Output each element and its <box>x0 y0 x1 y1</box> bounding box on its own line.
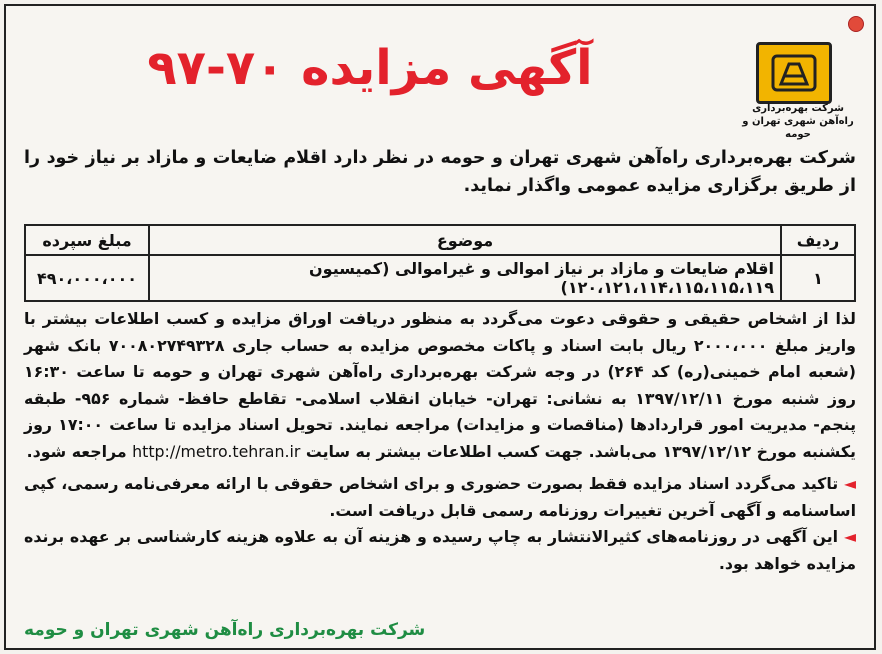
table-row <box>25 255 855 301</box>
notice-page <box>4 4 876 650</box>
footer-signature: شرکت بهره‌برداری راه‌آهن شهری تهران و حومه <box>24 620 426 640</box>
header <box>26 34 854 144</box>
col-header-subject: موضوع <box>149 225 781 255</box>
items-table <box>24 224 856 302</box>
pin-icon <box>848 16 864 32</box>
body-paragraph <box>24 306 856 577</box>
note-2 <box>24 524 856 577</box>
cell-subject: اقلام ضایعات و مازاد بر نیاز اموالی و غیراموالی (کمیسیون ۱۲۰،۱۲۱،۱۱۴،۱۱۵،۱۱۵،۱۱۹) <box>149 255 781 301</box>
logo-line-1: شرکت بهره‌برداری <box>752 103 844 114</box>
website-link[interactable]: http://metro.tehran.ir <box>132 441 301 461</box>
cell-row-number: ۱ <box>781 255 855 301</box>
notice-title: آگهی مزایده ۷۰-۹۷ <box>147 40 593 96</box>
note-2-text: این آگهی در روزنامه‌های کثیرالانتشار به چاپ رسیده و هزینه آن به علاوه هزینه کارشناسی بر عهده برنده مزایده خواهد بود. <box>24 527 856 573</box>
col-header-row-number: ردیف <box>781 225 855 255</box>
company-logo-text <box>742 102 854 141</box>
logo-line-2: راه‌آهن شهری تهران و حومه <box>742 116 854 140</box>
intro-paragraph: شرکت بهره‌برداری راه‌آهن شهری تهران و حومه در نظر دارد اقلام ضایعات و مازاد بر نیاز خود را از طریق برگزاری مزایده عمومی واگذار نماید. <box>24 148 856 196</box>
bullet-icon: ◄ <box>843 527 857 546</box>
bullet-icon: ◄ <box>843 474 857 493</box>
body-tail: مراجعه شود. <box>26 441 127 461</box>
note-1-text: تاکید می‌گردد اسناد مزایده فقط بصورت حضوری و برای اشخاص حقوقی با ارائه معرفی‌نامه رسمی، کپی اساسنامه و آگهی آخرین تغییرات روزنامه رسمی قابل دریافت است. <box>24 474 856 520</box>
note-1 <box>24 471 856 524</box>
cell-deposit: ۴۹۰،۰۰۰،۰۰۰ <box>25 255 149 301</box>
body-text: لذا از اشخاص حقیقی و حقوقی دعوت می‌گردد به منظور دریافت اوراق مزایده و کسب اطلاعات بیشتر با واریز مبلغ ۲۰۰۰،۰۰۰ ریال بابت اسناد و پاکات مخصوص مزایده به حساب جاری ۷۰۰۸۰۲۷۴۹۳۲۸ بانک شهر (شعبه امام خمینی(ره) کد ۲۶۴) در وجه شرکت بهره‌برداری راه‌آهن شهری تهران و حومه تا ساعت ۱۶:۳۰ روز شنبه مورخ ۱۳۹۷/۱۲/۱۱ به نشانی: تهران- خیابان انقلاب اسلامی- تقاطع حافظ- شماره ۹۵۶- طبقه پنجم- مدیریت امور قراردادها (مناقصات و مزایدات) مراجعه نمایند. تحویل اسناد مزایده تا ساعت ۱۷:۰۰ روز یکشنبه مورخ ۱۳۹۷/۱۲/۱۲ می‌باشد. جهت کسب اطلاعات بیشتر به سایت <box>24 309 856 461</box>
table-header-row <box>25 225 855 255</box>
col-header-deposit: مبلغ سپرده <box>25 225 149 255</box>
metro-logo-icon <box>756 42 832 104</box>
